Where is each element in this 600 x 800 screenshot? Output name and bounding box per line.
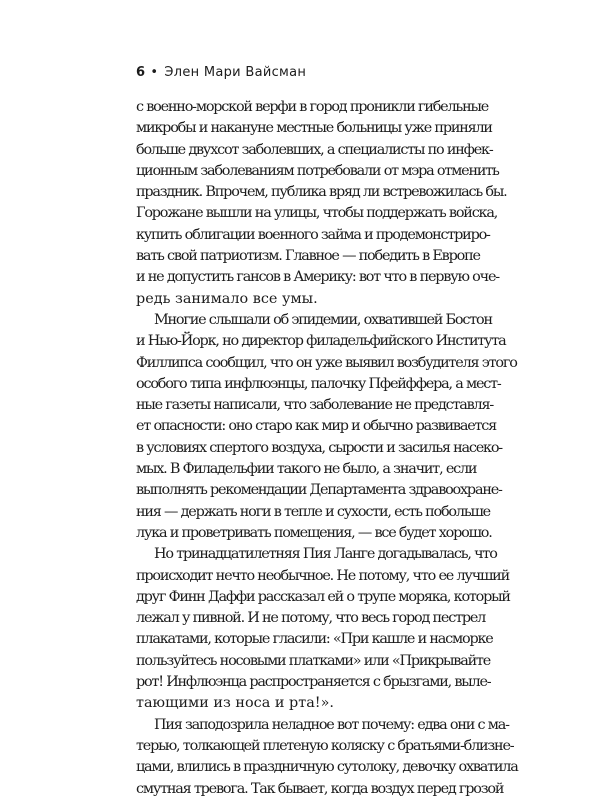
paragraph-first-line: Но тринадцатилетняя Пия Ланге догадывалась, что	[154, 546, 497, 563]
text-line: праздник. Впрочем, публика вряд ли встревожилась бы.	[136, 184, 507, 201]
author-name: Элен Мари Вайсман	[164, 65, 307, 80]
text-line: Филлипса сообщил, что он уже выявил возбудителя этого	[136, 354, 517, 371]
text-line: микробы и накануне местные больницы уже приняли	[136, 120, 492, 137]
text-line: и Нью-Йорк, но директор филадельфийского Института	[136, 333, 506, 350]
text-line: редь занимало все умы.	[136, 290, 318, 307]
text-line: особого типа инфлюэнцы, палочку Пфейффера, а мест-	[136, 375, 501, 392]
text-line: выполнять рекомендации Департамента здравоохране-	[136, 482, 502, 499]
text-line: тающими из носа и рта!».	[136, 695, 334, 712]
text-line: Горожане вышли на улицы, чтобы поддержать войска,	[136, 205, 498, 222]
text-line: вать свой патриотизм. Главное — победить в Европе	[136, 248, 480, 265]
paragraph-first-line: Пия заподозрила неладное вот почему: едва они с ма-	[154, 716, 509, 733]
text-line: ния — держать ноги в тепле и сухости, есть побольше	[136, 503, 490, 520]
text-line: терью, толкающей плетеную коляску с братьями-близне-	[136, 737, 514, 754]
text-line: лежал у пивной. И не потому, что весь город пестрел	[136, 610, 486, 627]
header-separator: •	[150, 65, 159, 80]
text-line: с военно-морской верфи в город проникли гибельные	[136, 99, 489, 115]
text-line: смутная тревога. Так бывает, когда воздух перед грозой	[136, 780, 504, 797]
page-number: 6	[136, 65, 146, 80]
text-line: лука и проветривать помещения, — все будет хорошо.	[136, 524, 492, 541]
text-line: пользуйтесь носовыми платками» или «Прикрывайте	[136, 652, 491, 669]
text-line: больше двухсот заболевших, а специалисты по инфек-	[136, 141, 493, 158]
text-line: мых. В Филадельфии такого не было, а значит, если	[136, 461, 477, 478]
text-line: и не допустить гансов в Америку: вот что в первую оче-	[136, 269, 499, 286]
text-line: друг Финн Даффи рассказал ей о трупе моряка, который	[136, 588, 510, 605]
text-line: купить облигации военного займа и продемонстриро-	[136, 226, 490, 243]
body-text	[136, 97, 518, 800]
text-line: ет опасности: оно старо как мир и обычно развивается	[136, 418, 497, 435]
text-line: происходит нечто необычное. Не потому, что ее лучший	[136, 567, 509, 584]
text-line: ционным заболеваниям потребовали от мэра отменить	[136, 162, 499, 179]
paragraph-first-line: Многие слышали об эпидемии, охватившей Бостон	[154, 311, 492, 328]
text-line: ные газеты написали, что заболевание не представля-	[136, 397, 494, 414]
running-head	[136, 64, 306, 82]
text-line: в условиях спертого воздуха, сырости и засилья насеко-	[136, 439, 502, 456]
text-line: цами, влились в праздничную сутолоку, девочку охватила	[136, 759, 518, 776]
text-line: плакатами, которые гласили: «При кашле и насморке	[136, 631, 493, 648]
text-line: рот! Инфлюэнца распространяется с брызгами, выле-	[136, 674, 491, 691]
